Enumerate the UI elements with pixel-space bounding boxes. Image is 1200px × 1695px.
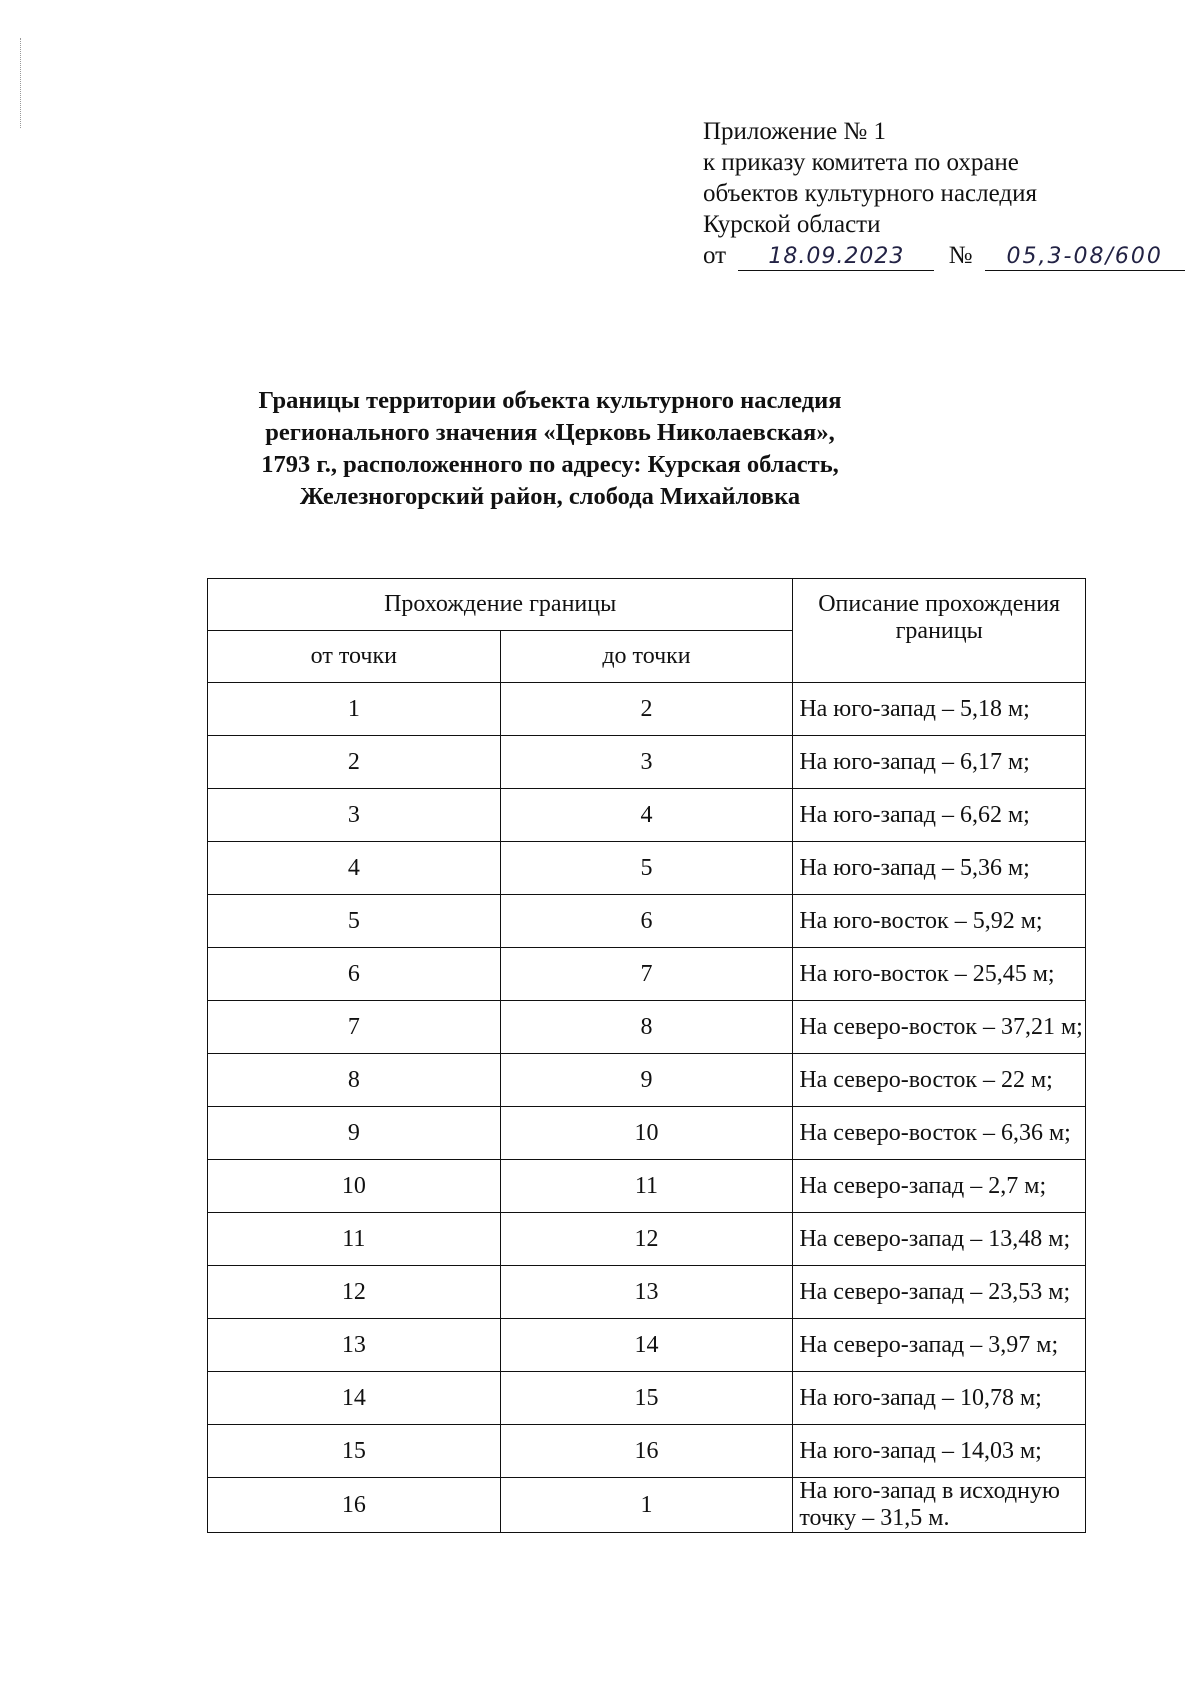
table-row	[208, 1213, 1086, 1266]
to-point-cell: 13	[500, 1266, 793, 1319]
table-row	[208, 895, 1086, 948]
table-row	[208, 736, 1086, 789]
table-row	[208, 1372, 1086, 1425]
from-point-cell: 2	[208, 736, 501, 789]
description-header: Описание прохождения границы	[793, 579, 1086, 683]
from-point-cell: 12	[208, 1266, 501, 1319]
annex-date-number-line	[703, 240, 1185, 271]
from-point-cell: 4	[208, 842, 501, 895]
to-point-cell: 14	[500, 1319, 793, 1372]
description-cell: На юго-восток – 5,92 м;	[793, 895, 1086, 948]
from-header: от точки	[208, 631, 501, 683]
table-row	[208, 1054, 1086, 1107]
to-point-cell: 7	[500, 948, 793, 1001]
table-row	[208, 1425, 1086, 1478]
table-header-row	[208, 579, 1086, 631]
table-row	[208, 1319, 1086, 1372]
to-point-cell: 5	[500, 842, 793, 895]
table-row	[208, 1001, 1086, 1054]
table-row	[208, 1266, 1086, 1319]
description-cell: На юго-запад в исходную точку – 31,5 м.	[793, 1478, 1086, 1533]
table-body	[208, 683, 1086, 1533]
description-cell: На юго-восток – 25,45 м;	[793, 948, 1086, 1001]
description-cell: На северо-запад – 3,97 м;	[793, 1319, 1086, 1372]
to-point-cell: 2	[500, 683, 793, 736]
title-line-2: регионального значения «Церковь Николаевская»,	[265, 419, 835, 446]
description-cell: На юго-запад – 5,36 м;	[793, 842, 1086, 895]
description-cell: На северо-запад – 2,7 м;	[793, 1160, 1086, 1213]
number-prefix: №	[948, 242, 973, 269]
annex-line-1: Приложение № 1	[703, 118, 887, 145]
to-point-cell: 15	[500, 1372, 793, 1425]
to-point-cell: 3	[500, 736, 793, 789]
from-point-cell: 10	[208, 1160, 501, 1213]
from-point-cell: 9	[208, 1107, 501, 1160]
table-row	[208, 948, 1086, 1001]
table-row	[208, 1478, 1086, 1533]
to-point-cell: 10	[500, 1107, 793, 1160]
from-point-cell: 16	[208, 1478, 501, 1533]
to-header: до точки	[500, 631, 793, 683]
order-date: 18.09.2023	[738, 244, 934, 271]
from-point-cell: 5	[208, 895, 501, 948]
from-point-cell: 15	[208, 1425, 501, 1478]
from-point-cell: 13	[208, 1319, 501, 1372]
from-point-cell: 6	[208, 948, 501, 1001]
order-number: 05,3-08/600	[985, 244, 1185, 271]
description-cell: На юго-запад – 5,18 м;	[793, 683, 1086, 736]
table-row	[208, 1107, 1086, 1160]
from-point-cell: 7	[208, 1001, 501, 1054]
to-point-cell: 4	[500, 789, 793, 842]
title-line-3: 1793 г., расположенного по адресу: Курская область,	[261, 451, 839, 478]
to-point-cell: 8	[500, 1001, 793, 1054]
annex-line-2: к приказу комитета по охране	[703, 149, 1019, 176]
title-line-1: Границы территории объекта культурного наследия	[258, 387, 842, 414]
description-cell: На юго-запад – 10,78 м;	[793, 1372, 1086, 1425]
to-point-cell: 9	[500, 1054, 793, 1107]
from-point-cell: 11	[208, 1213, 501, 1266]
from-point-cell: 14	[208, 1372, 501, 1425]
description-cell: На юго-запад – 6,62 м;	[793, 789, 1086, 842]
table-row	[208, 683, 1086, 736]
description-cell: На северо-восток – 22 м;	[793, 1054, 1086, 1107]
table-row	[208, 789, 1086, 842]
to-point-cell: 12	[500, 1213, 793, 1266]
date-prefix: от	[703, 242, 727, 269]
to-point-cell: 16	[500, 1425, 793, 1478]
to-point-cell: 11	[500, 1160, 793, 1213]
to-point-cell: 1	[500, 1478, 793, 1533]
description-cell: На северо-запад – 13,48 м;	[793, 1213, 1086, 1266]
from-point-cell: 1	[208, 683, 501, 736]
description-cell: На юго-запад – 14,03 м;	[793, 1425, 1086, 1478]
boundary-table	[207, 578, 1086, 1533]
table-row	[208, 842, 1086, 895]
annex-line-3: объектов культурного наследия	[703, 180, 1037, 207]
to-point-cell: 6	[500, 895, 793, 948]
group-header: Прохождение границы	[208, 579, 793, 631]
annex-line-4: Курской области	[703, 211, 881, 238]
scan-edge-mark	[20, 38, 23, 128]
document-title	[200, 385, 900, 513]
from-point-cell: 3	[208, 789, 501, 842]
from-point-cell: 8	[208, 1054, 501, 1107]
description-cell: На юго-запад – 6,17 м;	[793, 736, 1086, 789]
table-row	[208, 1160, 1086, 1213]
description-cell: На северо-восток – 37,21 м;	[793, 1001, 1086, 1054]
description-cell: На северо-запад – 23,53 м;	[793, 1266, 1086, 1319]
title-line-4: Железногорский район, слобода Михайловка	[299, 483, 801, 510]
description-cell: На северо-восток – 6,36 м;	[793, 1107, 1086, 1160]
annex-header	[703, 116, 1185, 271]
